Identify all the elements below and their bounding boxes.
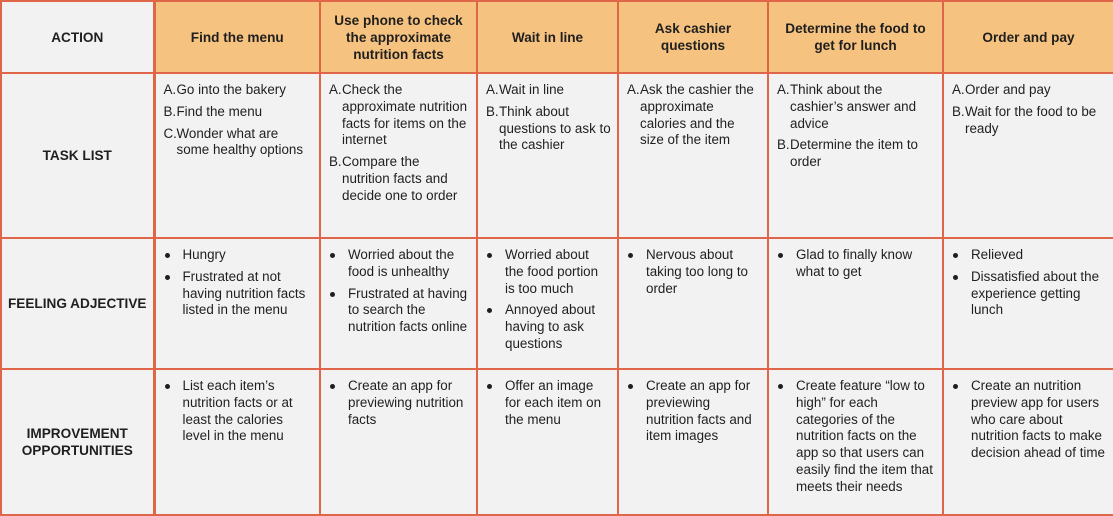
improvement-cell-check-nutrition (320, 369, 477, 515)
task-item: A. Go into the bakery (163, 82, 286, 97)
improvement-cell-order-pay (943, 369, 1113, 515)
improvement-cell-find-menu (154, 369, 320, 515)
task-item: B. Wait for the food to be ready (952, 103, 1097, 136)
feeling-item: Worried about the food portion is too much (486, 247, 611, 297)
column-header-wait-in-line: Wait in line (477, 1, 618, 73)
task-item: B. Compare the nutrition facts and decide one to order (329, 154, 458, 203)
task-cell-wait-in-line (477, 73, 618, 238)
improvement-row (1, 369, 1113, 515)
improvement-item: List each item’s nutrition facts or at least the calories level in the menu (164, 378, 314, 445)
task-item: B. Think about questions to ask to the cashier (486, 103, 611, 153)
feeling-row (1, 238, 1113, 369)
header-row (1, 1, 1113, 73)
column-header-find-menu: Find the menu (154, 1, 320, 73)
row-label-feeling: FEELING ADJECTIVE (1, 238, 154, 369)
task-item: A. Check the approximate nutrition facts for items on the internet (329, 82, 468, 148)
feeling-cell-find-menu (154, 238, 320, 369)
feeling-cell-order-pay (943, 238, 1113, 369)
feeling-item: Annoyed about having to ask questions (486, 302, 611, 352)
improvement-item: Create an app for previewing nutrition facts (329, 378, 470, 428)
improvement-cell-ask-cashier (618, 369, 768, 515)
feeling-cell-determine-food (768, 238, 943, 369)
task-item: C. Wonder what are some healthy options (163, 125, 304, 158)
task-list-row (1, 73, 1113, 238)
feeling-cell-ask-cashier (618, 238, 768, 369)
feeling-item: Dissatisfied about the experience getting lunch (952, 269, 1107, 319)
task-item: A. Wait in line (486, 82, 564, 97)
column-header-order-pay: Order and pay (943, 1, 1113, 73)
improvement-item: Create feature “low to high” for each categories of the nutrition facts on the app so that users can easily find the item that meets their needs (777, 378, 936, 496)
feeling-item: Glad to finally know what to get (777, 247, 936, 281)
improvement-item: Create an nutrition preview app for users who care about nutrition facts to make decision ahead of time (952, 378, 1107, 462)
improvement-item: Offer an image for each item on the menu (486, 378, 611, 428)
task-cell-order-pay (943, 73, 1113, 238)
task-cell-determine-food (768, 73, 943, 238)
row-label-task-list: TASK LIST (1, 73, 154, 238)
improvement-cell-determine-food (768, 369, 943, 515)
row-label-improvement: IMPROVEMENT OPPORTUNITIES (1, 369, 154, 515)
feeling-cell-wait-in-line (477, 238, 618, 369)
column-header-ask-cashier: Ask cashier questions (618, 1, 768, 73)
task-item: B. Find the menu (163, 103, 263, 119)
task-item: B. Determine the item to order (777, 137, 919, 170)
action-header: ACTION (1, 1, 154, 73)
improvement-cell-wait-in-line (477, 369, 618, 515)
improvement-item: Create an app for previewing nutrition facts and item images (627, 378, 761, 445)
column-header-determine-food: Determine the food to get for lunch (768, 1, 943, 73)
feeling-cell-check-nutrition (320, 238, 477, 369)
feeling-item: Frustrated at having to search the nutrition facts online (329, 286, 470, 336)
task-cell-find-menu (154, 73, 320, 238)
feeling-item: Hungry (164, 247, 314, 264)
feeling-item: Frustrated at not having nutrition facts listed in the menu (164, 269, 314, 319)
column-header-check-nutrition: Use phone to check the approximate nutrition facts (320, 1, 477, 73)
feeling-item: Nervous about taking too long to order (627, 247, 761, 297)
feeling-item: Relieved (952, 247, 1107, 264)
task-item: A. Order and pay (952, 82, 1051, 97)
task-cell-ask-cashier (618, 73, 768, 238)
feeling-item: Worried about the food is unhealthy (329, 247, 470, 281)
task-cell-check-nutrition (320, 73, 477, 238)
task-item: A. Think about the cashier’s answer and advice (777, 82, 917, 131)
task-item: A. Ask the cashier the approximate calories and the size of the item (627, 82, 754, 148)
